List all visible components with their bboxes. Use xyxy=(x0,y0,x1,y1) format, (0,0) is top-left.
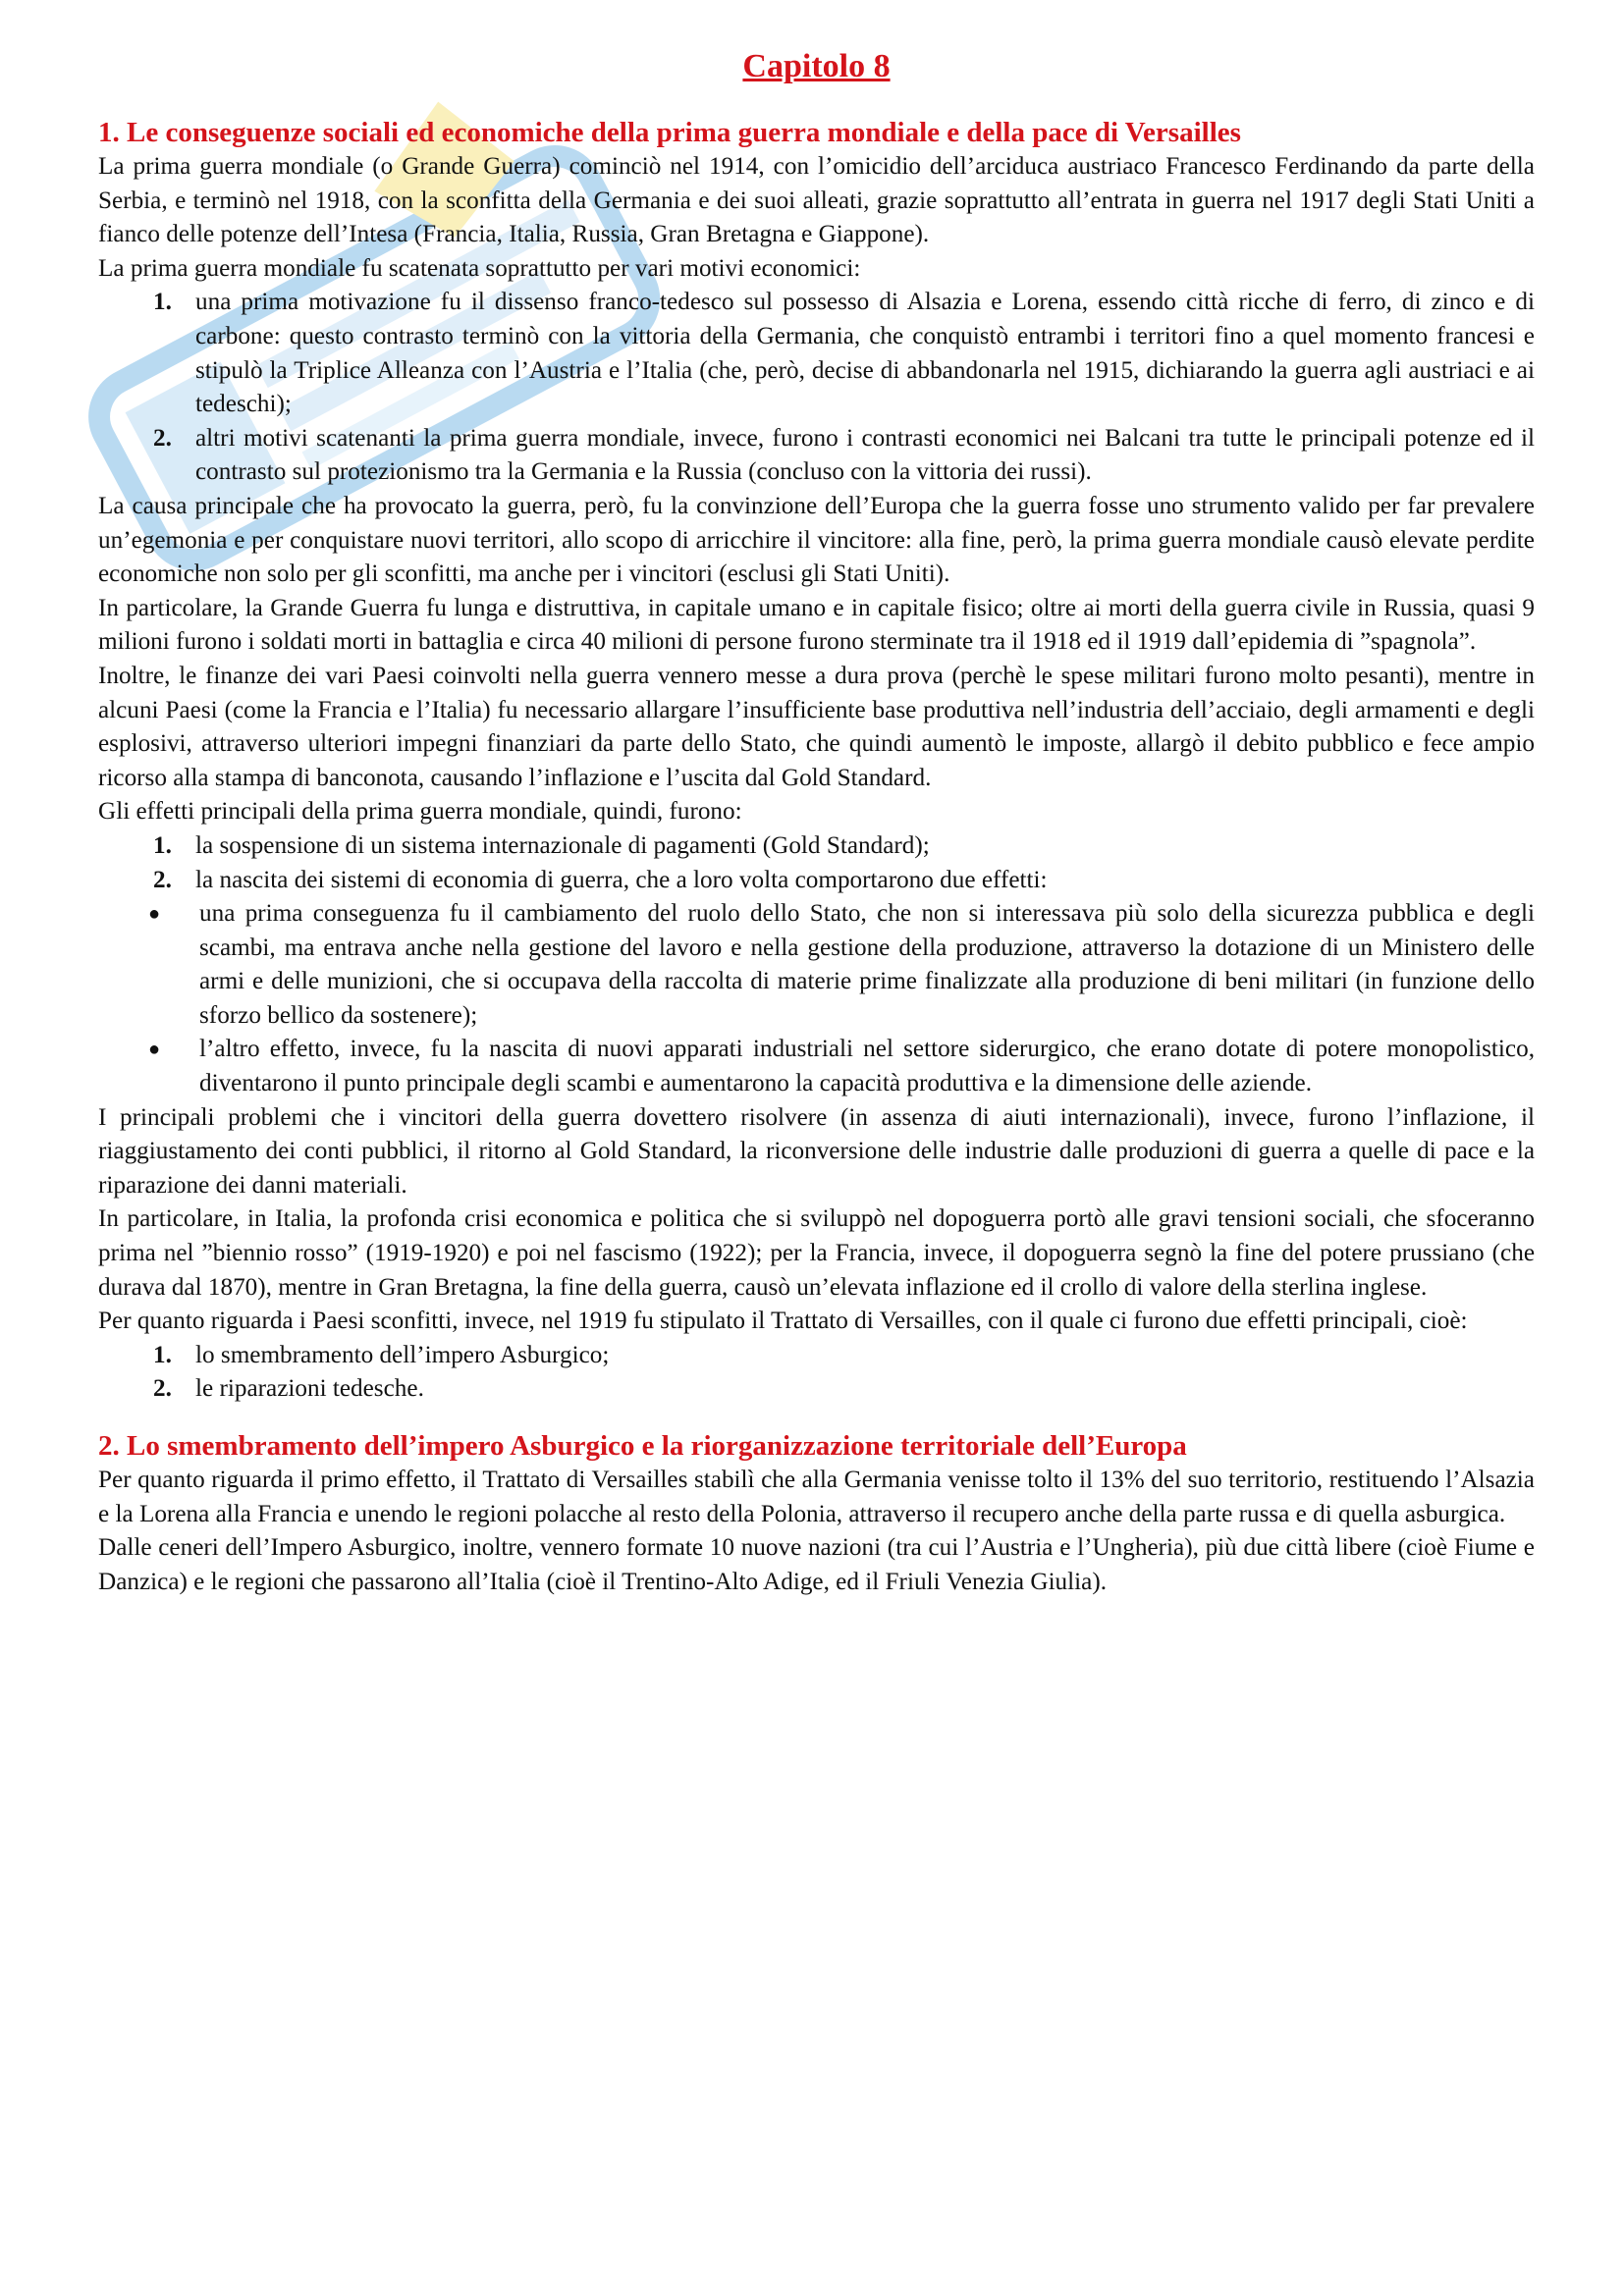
section-1-paragraph-4: In particolare, la Grande Guerra fu lunga e distruttiva, in capitale umano e in capitale fisico; oltre ai morti della guerra civile in Russia, quasi 9 milioni furono i soldati morti in battaglia e circa 40 milioni di persone furono sterminate tra il 1918 ed il 1919 dall’epidemia di ”spagnola”. xyxy=(98,594,1535,656)
list-number: 1. xyxy=(153,831,172,859)
causes-list xyxy=(98,286,1535,490)
bullet-item xyxy=(148,1033,1535,1100)
list-number: 2. xyxy=(153,1375,172,1403)
list-item xyxy=(153,1339,1535,1373)
section-1-paragraph-9: Per quanto riguarda i Paesi sconfitti, invece, nel 1919 fu stipulato il Trattato di Versailles, con il quale ci furono due effetti principali, cioè: xyxy=(98,1308,1468,1335)
chapter-title: Capitolo 8 xyxy=(742,48,891,84)
war-economy-effects-list xyxy=(98,897,1535,1101)
list-number: 2. xyxy=(153,866,172,893)
section-1-paragraph-8: In particolare, in Italia, la profonda crisi economica e politica che si sviluppò nel dopoguerra portò alle gravi tensioni sociali, che sfoceranno prima nel ”biennio rosso” (1919-1920) e poi nel fascismo (1922); per la Francia, invece, il dopoguerra segnò la fine del potere prussiano (che durava dal 1870), mentre in Gran Bretagna, la fine della guerra, causò un’elevata inflazione ed il crollo di valore della sterlina inglese. xyxy=(98,1205,1535,1301)
list-item xyxy=(153,422,1535,490)
section-1-paragraph-2: La prima guerra mondiale fu scatenata soprattutto per vari motivi economici: xyxy=(98,254,861,282)
versailles-effects-list xyxy=(98,1339,1535,1407)
list-item-text: altri motivi scatenanti la prima guerra mondiale, invece, furono i contrasti economici nei Balcani tra tutte le principali potenze ed il contrasto sul protezionismo tra la Germania e la Russia (concluso con la vittoria dei russi). xyxy=(195,424,1535,486)
list-item-text: lo smembramento dell’impero Asburgico; xyxy=(195,1341,610,1368)
document-page xyxy=(98,47,1535,1600)
bullet-icon: ● xyxy=(148,1039,161,1061)
section-1-paragraph-3: La causa principale che ha provocato la guerra, però, fu la convinzione dell’Europa che la guerra fosse uno strumento valido per far prevalere un’egemonia e per conquistare nuovi territori, allo scopo di arricchire il vincitore: alla fine, però, la prima guerra mondiale causò elevate perdite economiche non solo per gli sconfitti, ma anche per i vincitori (esclusi gli Stati Uniti). xyxy=(98,492,1535,588)
bullet-item xyxy=(148,897,1535,1033)
list-item xyxy=(153,829,1535,864)
list-item xyxy=(153,286,1535,421)
section-2-heading: 2. Lo smembramento dell’impero Asburgico e la riorganizzazione territoriale dell’Europa xyxy=(98,1430,1187,1463)
section-2-paragraph-2: Dalle ceneri dell’Impero Asburgico, inoltre, vennero formate 10 nuove nazioni (tra cui l’Austria e l’Ungheria), più due città libere (cioè Fiume e Danzica) e le regioni che passarono all’Italia (cioè il Trentino-Alto Adige, ed il Friuli Venezia Giulia). xyxy=(98,1534,1535,1596)
list-item-text: una prima motivazione fu il dissenso franco-tedesco sul possesso di Alsazia e Lorena, essendo città ricche di ferro, di zinco e di carbone: questo contrasto terminò con la vittoria della Germania, che conquistò entrambi i territori fino a quel momento francesi e stipulò la Triplice Alleanza con l’Austria e l’Italia (che, però, decise di abbandonarla nel 1915, dichiarando la guerra agli austriaci e ai tedeschi); xyxy=(195,289,1535,418)
list-item-text: la nascita dei sistemi di economia di guerra, che a loro volta comportarono due effetti: xyxy=(195,866,1048,893)
list-item xyxy=(153,1372,1535,1407)
bullet-item-text: una prima conseguenza fu il cambiamento del ruolo dello Stato, che non si interessava più solo della sicurezza pubblica e degli scambi, ma entrava anche nella gestione del lavoro e nella gestione della produzione, attraverso la dotazione di un Ministero delle armi e delle munizioni, che si occupava della raccolta di materie prime finalizzate alla produzione di beni militari (in funzione dello sforzo bellico da sostenere); xyxy=(199,900,1535,1029)
section-2-paragraph-1: Per quanto riguarda il primo effetto, il Trattato di Versailles stabilì che alla Germania venisse tolto il 13% del suo territorio, restituendo l’Alsazia e la Lorena alla Francia e unendo le regioni polacche al resto della Polonia, attraverso il recupero anche della parte russa e di quella asburgica. xyxy=(98,1467,1535,1527)
section-1-heading: 1. Le conseguenze sociali ed economiche della prima guerra mondiale e della pace di Versailles xyxy=(98,116,1241,148)
section-1-paragraph-6: Gli effetti principali della prima guerra mondiale, quindi, furono: xyxy=(98,798,742,826)
list-number: 1. xyxy=(153,289,172,316)
section-1-paragraph-5: Inoltre, le finanze dei vari Paesi coinvolti nella guerra vennero messe a dura prova (perchè le spese militari furono molto pesanti), mentre in alcuni Paesi (come la Francia e l’Italia) fu necessario allargare l’insufficiente base produttiva nell’industria dell’acciaio, degli armamenti e degli esplosivi, attraverso ulteriori impegni finanziari da parte dello Stato, che quindi aumentò le imposte, allargò il debito pubblico e fece ampio ricorso alla stampa di banconota, causando l’inflazione e l’uscita dal Gold Standard. xyxy=(98,662,1535,791)
bullet-item-text: l’altro effetto, invece, fu la nascita di nuovi apparati industriali nel settore siderurgico, che erano dotate di potere monopolistico, diventarono il punto principale degli scambi e aumentarono la capacità produttiva e la dimensione delle aziende. xyxy=(199,1036,1535,1097)
list-item-text: le riparazioni tedesche. xyxy=(195,1375,424,1403)
bullet-icon: ● xyxy=(148,903,161,926)
list-number: 2. xyxy=(153,424,172,452)
list-item xyxy=(153,864,1535,898)
list-number: 1. xyxy=(153,1341,172,1368)
effects-list xyxy=(98,829,1535,897)
section-1-paragraph-7: I principali problemi che i vincitori della guerra dovettero risolvere (in assenza di aiuti internazionali), invece, furono l’inflazione, il riaggiustamento dei conti pubblici, il ritorno al Gold Standard, la riconversione delle industrie dalle produzioni di guerra a quelle di pace e la riparazione dei danni materiali. xyxy=(98,1103,1535,1199)
list-item-text: la sospensione di un sistema internazionale di pagamenti (Gold Standard); xyxy=(195,831,930,859)
section-1-paragraph-1: La prima guerra mondiale (o Grande Guerra) cominciò nel 1914, con l’omicidio dell’arciduca austriaco Francesco Ferdinando da parte della Serbia, e terminò nel 1918, con la sconfitta della Germania e dei suoi alleati, grazie soprattutto all’entrata in guerra nel 1917 degli Stati Uniti a fianco delle potenze dell’Intesa (Francia, Italia, Russia, Gran Bretagna e Giappone). xyxy=(98,153,1535,248)
